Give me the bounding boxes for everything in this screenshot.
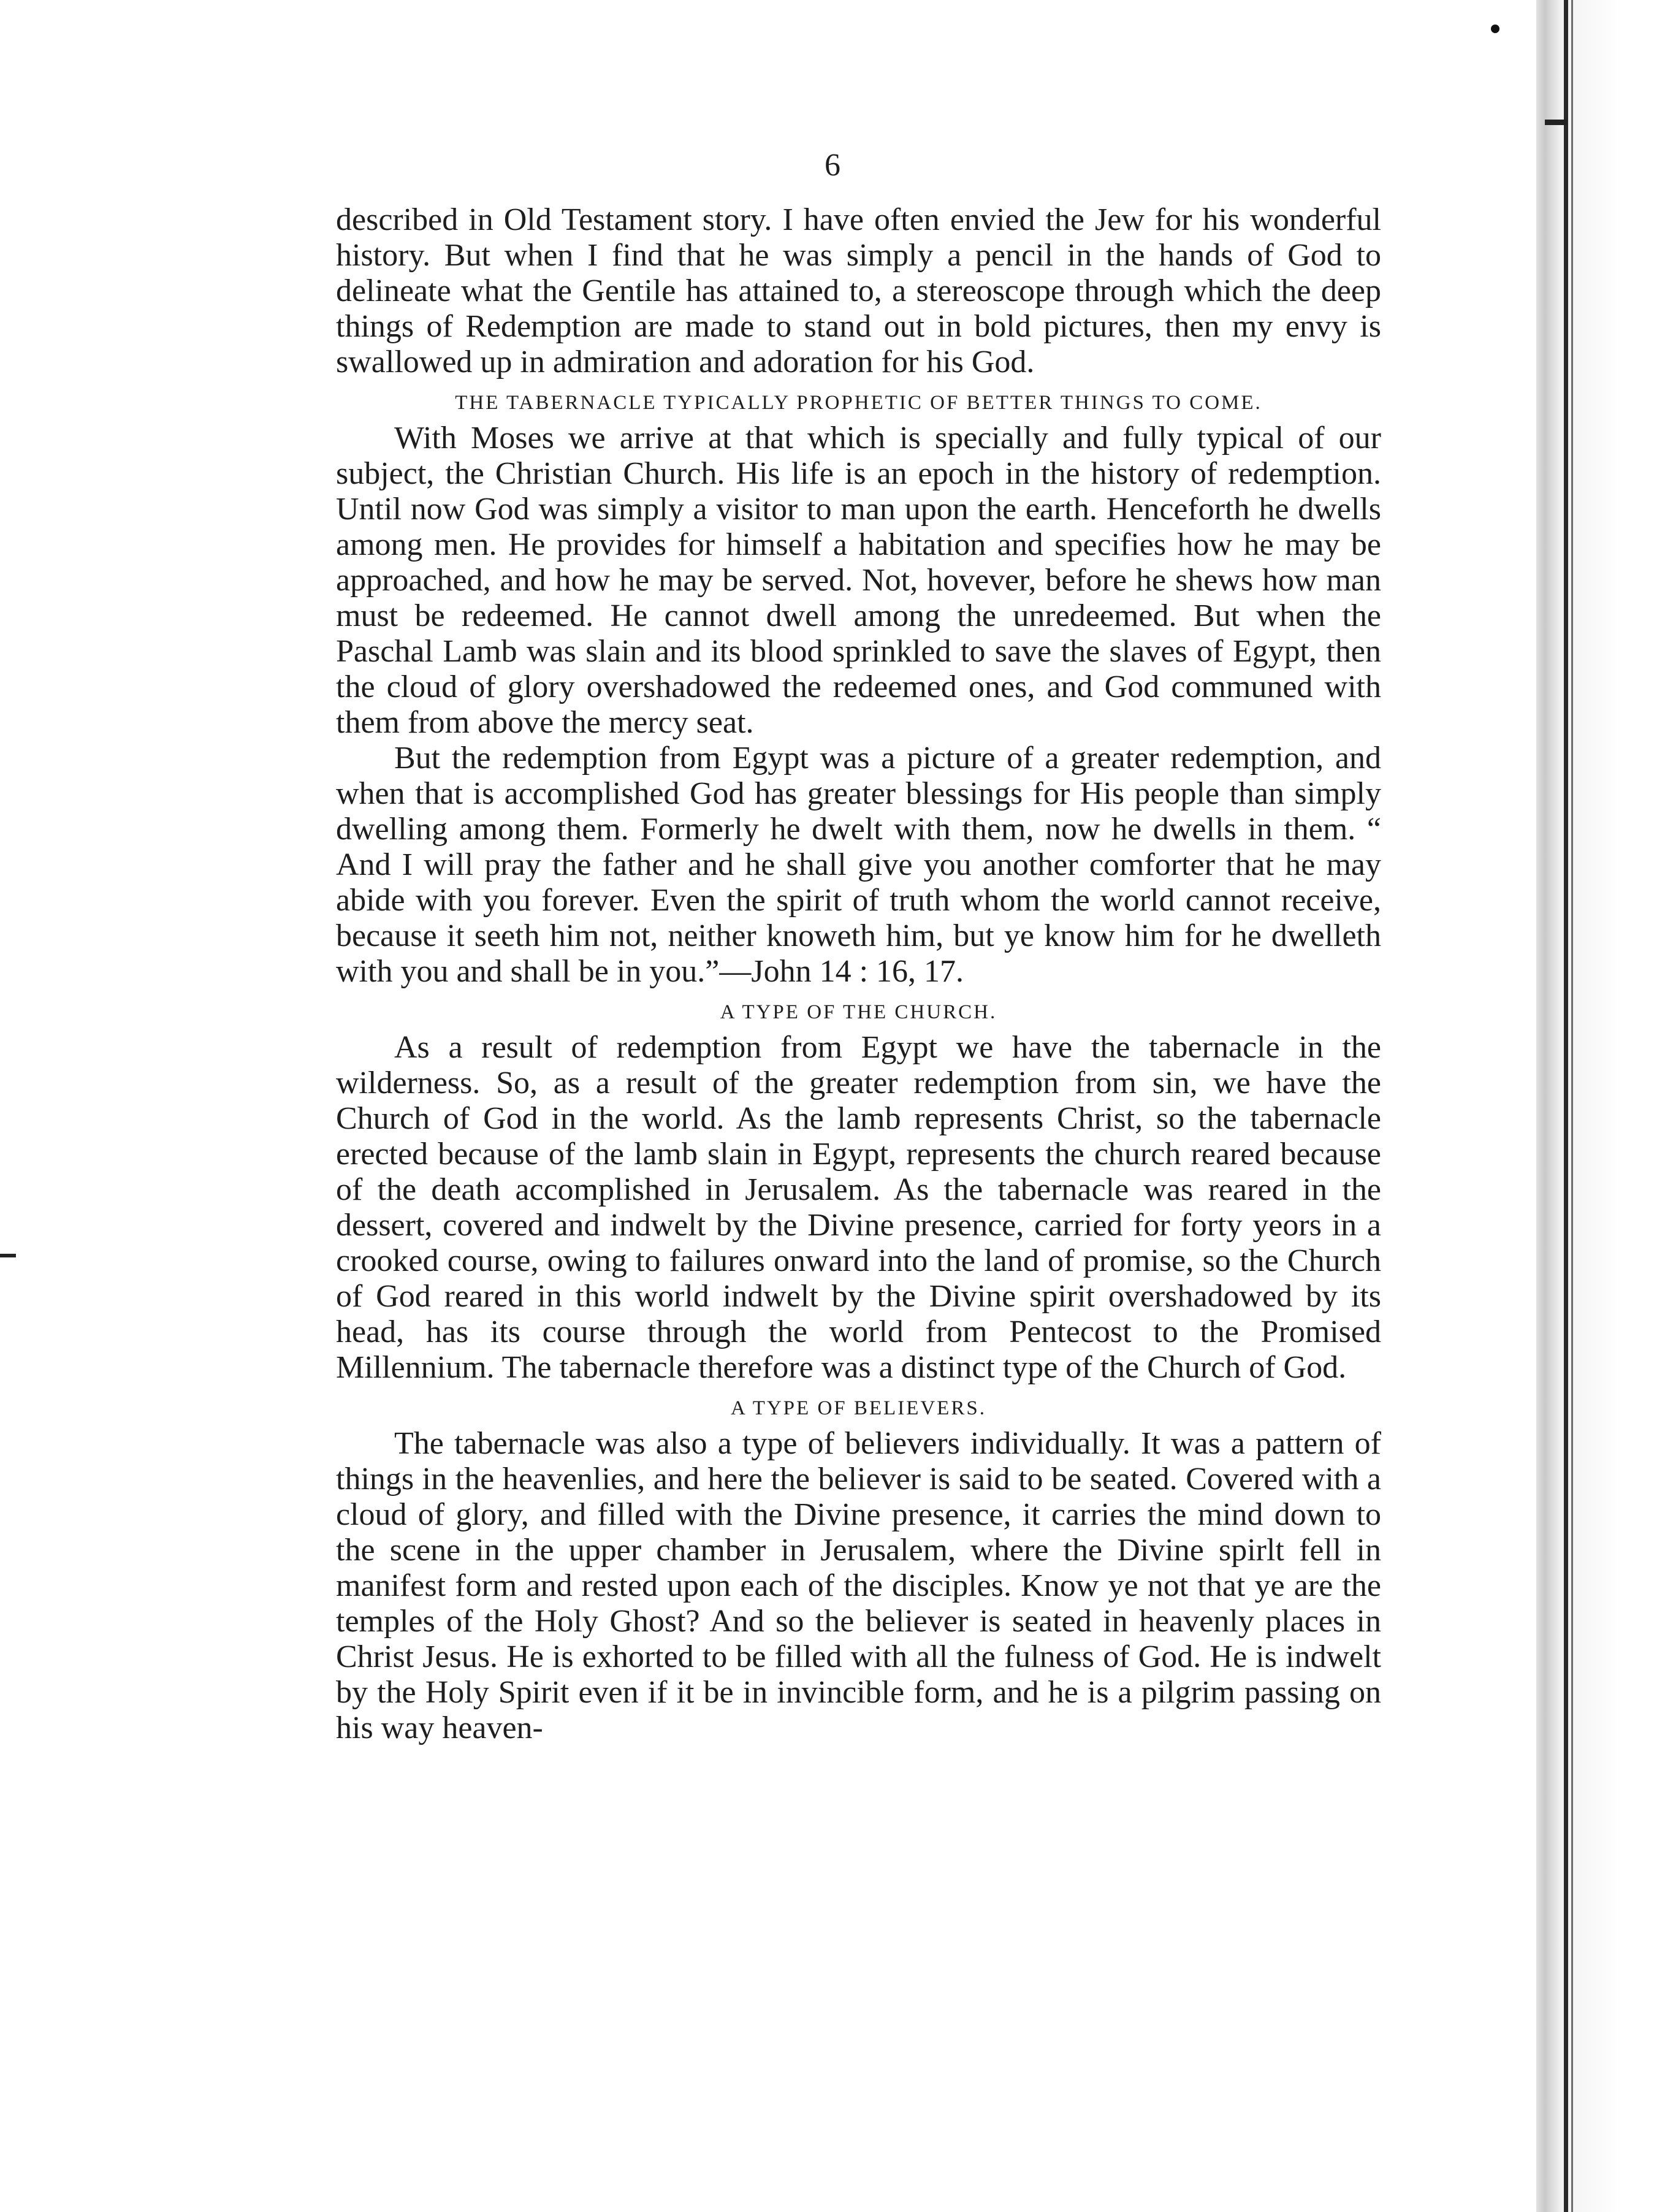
page-edge-shadow xyxy=(1536,0,1665,2212)
binding-edge-line-secondary xyxy=(1571,0,1573,2212)
page-body xyxy=(336,202,1381,1746)
scan-speck xyxy=(1491,25,1499,33)
section-heading: A TYPE OF THE CHURCH. xyxy=(720,1001,997,1023)
section-opening xyxy=(336,202,1381,380)
page-number: 6 xyxy=(825,148,840,183)
section-type-of-believers xyxy=(336,1394,1381,1746)
section-type-of-church xyxy=(336,998,1381,1386)
paragraph: described in Old Testament story. I have often envied the Jew for his wonderful history. But when I find that he was simply a pencil in the hands of God to delineate what the Gentile has attained to, a stereoscope through which the deep things of Redemption are made to stand out in bold pictures, then my envy is swallowed up in admiration and adoration for his God. xyxy=(336,202,1381,379)
paragraph: With Moses we arrive at that which is specially and fully typical of our subject, the Christian Church. His life is an epoch in the history of redemption. Until now God was simply a visitor to man upon the earth. Henceforth he dwells among men. He provides for himself a habitation and specifies how he may be approached, and how he may be served. Not, hovever, before he shews how man must be redeemed. He cannot dwell among the unredeemed. But when the Paschal Lamb was slain and its blood sprinkled to save the slaves of Egypt, then the cloud of glory overshadowed the redeemed ones, and God communed with them from above the mercy seat. xyxy=(336,421,1381,740)
section-heading: A TYPE OF BELIEVERS. xyxy=(731,1397,986,1419)
edge-mark xyxy=(1545,120,1567,125)
paragraph: The tabernacle was also a type of believers individually. It was a pattern of things in the heavenlies, and here the believer is said to be seated. Covered with a cloud of glory, and filled with the Divine presence, it carries the mind down to the scene in the upper chamber in Jerusalem, where the Divine spirlt fell in manifest form and rested upon each of the disciples. Know ye not that ye are the temples of the Holy Ghost? And so the believer is seated in heavenly places in Christ Jesus. He is exhorted to be filled with all the fulness of God. He is indwelt by the Holy Spirit even if it be in invincible form, and he is a pilgrim passing on his way heaven- xyxy=(336,1426,1381,1745)
edge-mark xyxy=(0,1254,16,1257)
paragraph: As a result of redemption from Egypt we have the tabernacle in the wilderness. So, as a result of the greater redemption from sin, we have the Church of God in the world. As the lamb represents Christ, so the tabernacle erected because of the lamb slain in Egypt, represents the church reared because of the death accomplished in Jerusalem. As the tabernacle was reared in the dessert, covered and indwelt by the Divine presence, carried for forty yeors in a crooked course, owing to failures onward into the land of promise, so the Church of God reared in this world indwelt by the Divine spirit overshadowed by its head, has its course through the world from Pentecost to the Promised Millennium. The tabernacle therefore was a distinct type of the Church of God. xyxy=(336,1030,1381,1385)
section-tabernacle-prophetic xyxy=(336,389,1381,990)
section-heading: THE TABERNACLE TYPICALLY PROPHETIC OF BETTER THINGS TO COME. xyxy=(455,392,1262,414)
paragraph: But the redemption from Egypt was a picture of a greater redemption, and when that is accomplished God has greater blessings for His people than simply dwelling among them. Formerly he dwelt with them, now he dwells in them. “ And I will pray the father and he shall give you another comforter that he may abide with you forever. Even the spirit of truth whom the world cannot receive, because it seeth him not, neither knoweth him, but ye know him for he dwelleth with you and shall be in you.”—John 14 : 16, 17. xyxy=(336,741,1381,989)
binding-edge-line xyxy=(1564,0,1568,2212)
